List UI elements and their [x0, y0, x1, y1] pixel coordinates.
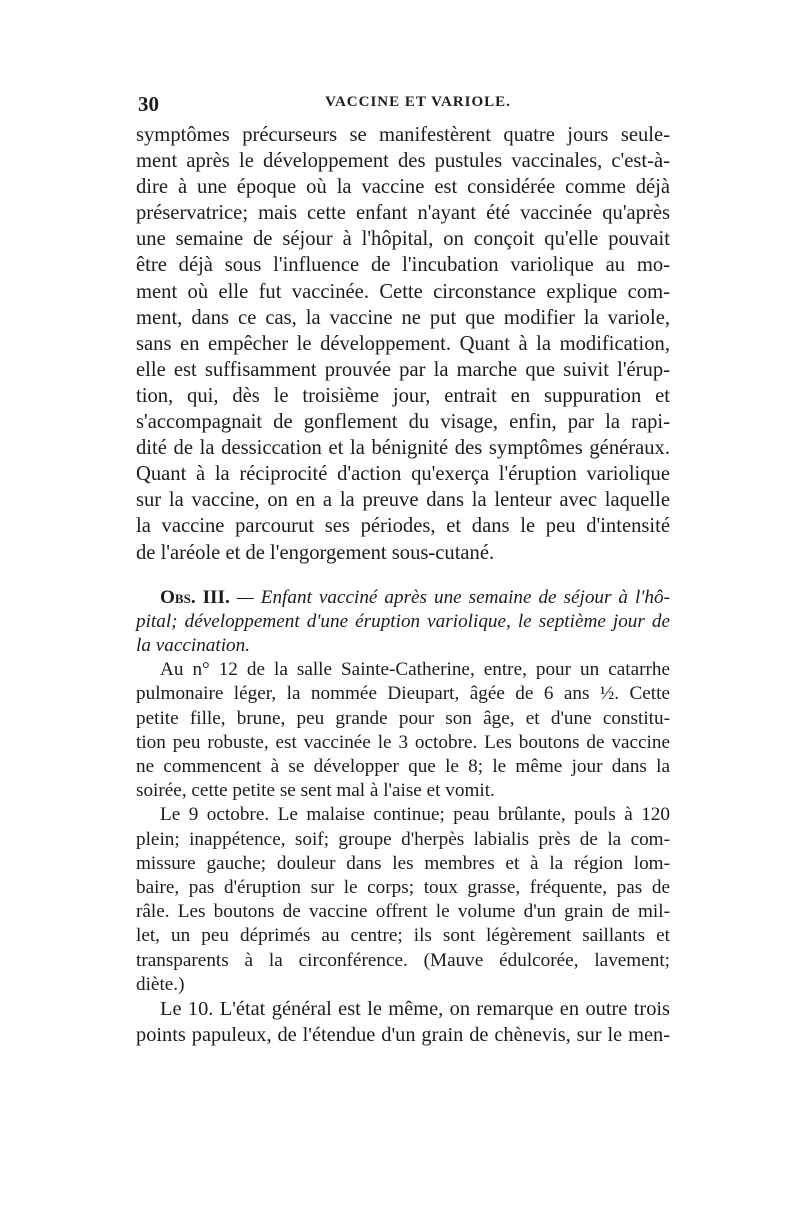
observation-body-cont [136, 997, 670, 1048]
text-line: pulmonaire léger, la nommée Dieupart, âgée de 6 ans ½. Cette [136, 683, 670, 705]
observation-title-line [160, 586, 670, 610]
body-paragraph [136, 122, 670, 566]
running-title: VACCINE ET VARIOLE. [325, 94, 511, 110]
text-line: symptômes précurseurs se manifestèrent quatre jours seule- [136, 124, 670, 146]
text-line: la vaccine parcourut ses périodes, et dans le peu d'intensité [136, 515, 670, 538]
text-line: préservatrice; mais cette enfant n'ayant été vaccinée qu'après [136, 202, 670, 225]
text-line: diète.) [136, 973, 185, 995]
text-line: être déjà sous l'influence de l'incubation variolique au mo- [136, 254, 670, 277]
text-line: ne commencent à se développer que le 8; le même jour dans la [136, 756, 670, 778]
observation-title-text: — Enfant vacciné après une semaine de séjour à l'hô- [229, 586, 670, 608]
text-line: Le 9 octobre. Le malaise continue; peau brûlante, pouls à 120 [160, 804, 670, 826]
text-line: elle est suffisamment prouvée par la marche que suivit l'érup- [136, 358, 670, 381]
observation-title-line: la vaccination. [136, 635, 251, 656]
text-line: let, un peu déprimés au centre; ils sont légèrement saillants et [136, 925, 670, 947]
observation-heading [136, 586, 670, 610]
text-line: missure gauche; douleur dans les membres et à la région lom- [136, 852, 670, 874]
text-line: s'accompagnait de gonflement du visage, enfin, par la rapi- [136, 411, 670, 434]
text-line: sans en empêcher le développement. Quant à la modification, [136, 332, 670, 355]
text-line: plein; inappétence, soif; groupe d'herpès labialis près de la com- [136, 828, 670, 850]
page-number: 30 [138, 92, 159, 116]
observation-title-line: pital; développement d'une éruption variolique, le septième jour de [136, 610, 670, 632]
page-header [136, 92, 670, 122]
text-line: ment après le développement des pustules vaccinales, c'est-à- [136, 150, 670, 173]
text-line: de l'aréole et de l'engorgement sous-cutané. [136, 541, 495, 564]
text-line: dire à une époque où la vaccine est considérée comme déjà [136, 176, 670, 199]
text-line: Quant à la réciprocité d'action qu'exerça l'éruption variolique [136, 463, 670, 486]
text-line: Au n° 12 de la salle Sainte-Catherine, entre, pour un catarrhe [160, 659, 670, 681]
text-line: ment, dans ce cas, la vaccine ne put que modifier la variole, [136, 306, 670, 329]
text-line: petite fille, brune, peu grande pour son âge, et d'une constitu- [136, 707, 670, 729]
text-line: dité de la dessiccation et la bénignité des symptômes généraux. [136, 437, 670, 460]
text-line: tion peu robuste, est vaccinée le 3 octobre. Les boutons de vaccine [136, 731, 670, 753]
text-line: ment où elle fut vaccinée. Cette circonstance explique com- [136, 280, 670, 303]
text-line: Le 10. L'état général est le même, on remarque en outre trois [160, 998, 670, 1021]
observation-label: Obs. III. [160, 586, 230, 608]
observation-body [136, 658, 670, 997]
text-line: râle. Les boutons de vaccine offrent le volume d'un grain de mil- [136, 901, 670, 923]
text-line: une semaine de séjour à l'hôpital, on conçoit qu'elle pouvait [136, 228, 670, 251]
text-line: transparents à la circonférence. (Mauve édulcorée, lavement; [136, 949, 670, 971]
text-line: sur la vaccine, on en a la preuve dans la lenteur avec laquelle [136, 489, 670, 512]
text-line: tion, qui, dès le troisième jour, entrait en suppuration et [136, 384, 670, 407]
page [136, 92, 670, 1048]
observation-heading-cont [136, 610, 670, 658]
text-line: baire, pas d'éruption sur le corps; toux grasse, fréquente, pas de [136, 877, 670, 899]
text-line: points papuleux, de l'étendue d'un grain de chènevis, sur le men- [136, 1023, 670, 1046]
text-line: soirée, cette petite se sent mal à l'aise et vomit. [136, 780, 495, 802]
